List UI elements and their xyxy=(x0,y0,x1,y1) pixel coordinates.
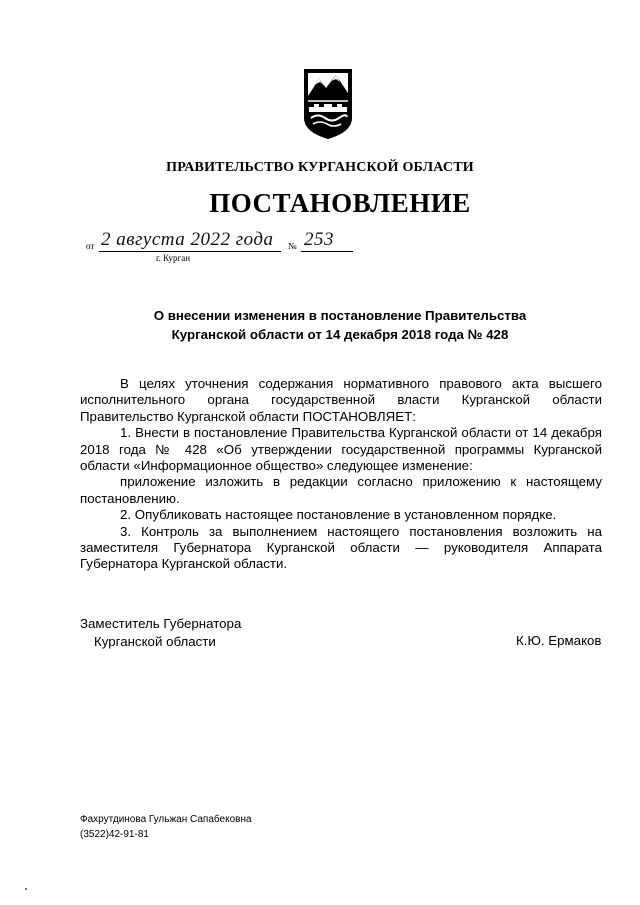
body-paragraph-4: 2. Опубликовать настоящее постановление в установленном порядке. xyxy=(120,507,557,523)
registration-line xyxy=(86,229,366,272)
number-label: № xyxy=(288,241,297,251)
signatory-name: К.Ю. Ермаков xyxy=(516,633,602,648)
body-paragraph-2: 1. Внести в постановление Правительства Курганской области от 14 декабря 2018 года № 428 «Об утверждении государственной программы Курганской области «Информационное общество» следующее изменение: xyxy=(80,425,602,474)
position-line-2: Курганской области xyxy=(94,634,216,649)
body-paragraph-5: 3. Контроль за выполнением настоящего постановления возложить на заместителя Губернатора Курганской области — руководителя Аппарата Губернатора Курганской области. xyxy=(80,523,602,572)
executor-info xyxy=(80,812,252,842)
document-title xyxy=(80,306,600,344)
scan-artifact xyxy=(25,888,27,890)
executor-phone: (3522)42-91-81 xyxy=(80,829,149,840)
document-body xyxy=(80,376,602,573)
signatory-position xyxy=(80,615,241,651)
title-line-1: О внесении изменения в постановление Правительства xyxy=(153,308,527,323)
from-label: от xyxy=(86,241,95,251)
body-paragraph-3: приложение изложить в редакции согласно приложению к настоящему постановлению. xyxy=(80,474,602,506)
coat-of-arms-icon xyxy=(300,66,356,142)
executor-name: Фахрутдинова Гульжан Сапабековна xyxy=(80,814,252,825)
handwritten-date: 2 августа 2022 года xyxy=(101,229,274,250)
title-line-2: Курганской области от 14 декабря 2018 года № 428 xyxy=(171,327,509,342)
position-line-1: Заместитель Губернатора xyxy=(80,616,242,631)
handwritten-number: 253 xyxy=(304,229,334,250)
number-underline xyxy=(301,251,353,252)
body-paragraph-1: В целях уточнения содержания нормативного правового акта высшего исполнительного органа государственной власти Курганской области Правительство Курганской области ПОСТАНОВЛЯЕТ: xyxy=(80,376,602,424)
government-name: ПРАВИТЕЛЬСТВО КУРГАНСКОЙ ОБЛАСТИ xyxy=(166,160,474,175)
date-underline xyxy=(99,251,281,252)
city-label: г. Курган xyxy=(156,253,191,263)
document-type: ПОСТАНОВЛЕНИЕ xyxy=(209,188,471,218)
